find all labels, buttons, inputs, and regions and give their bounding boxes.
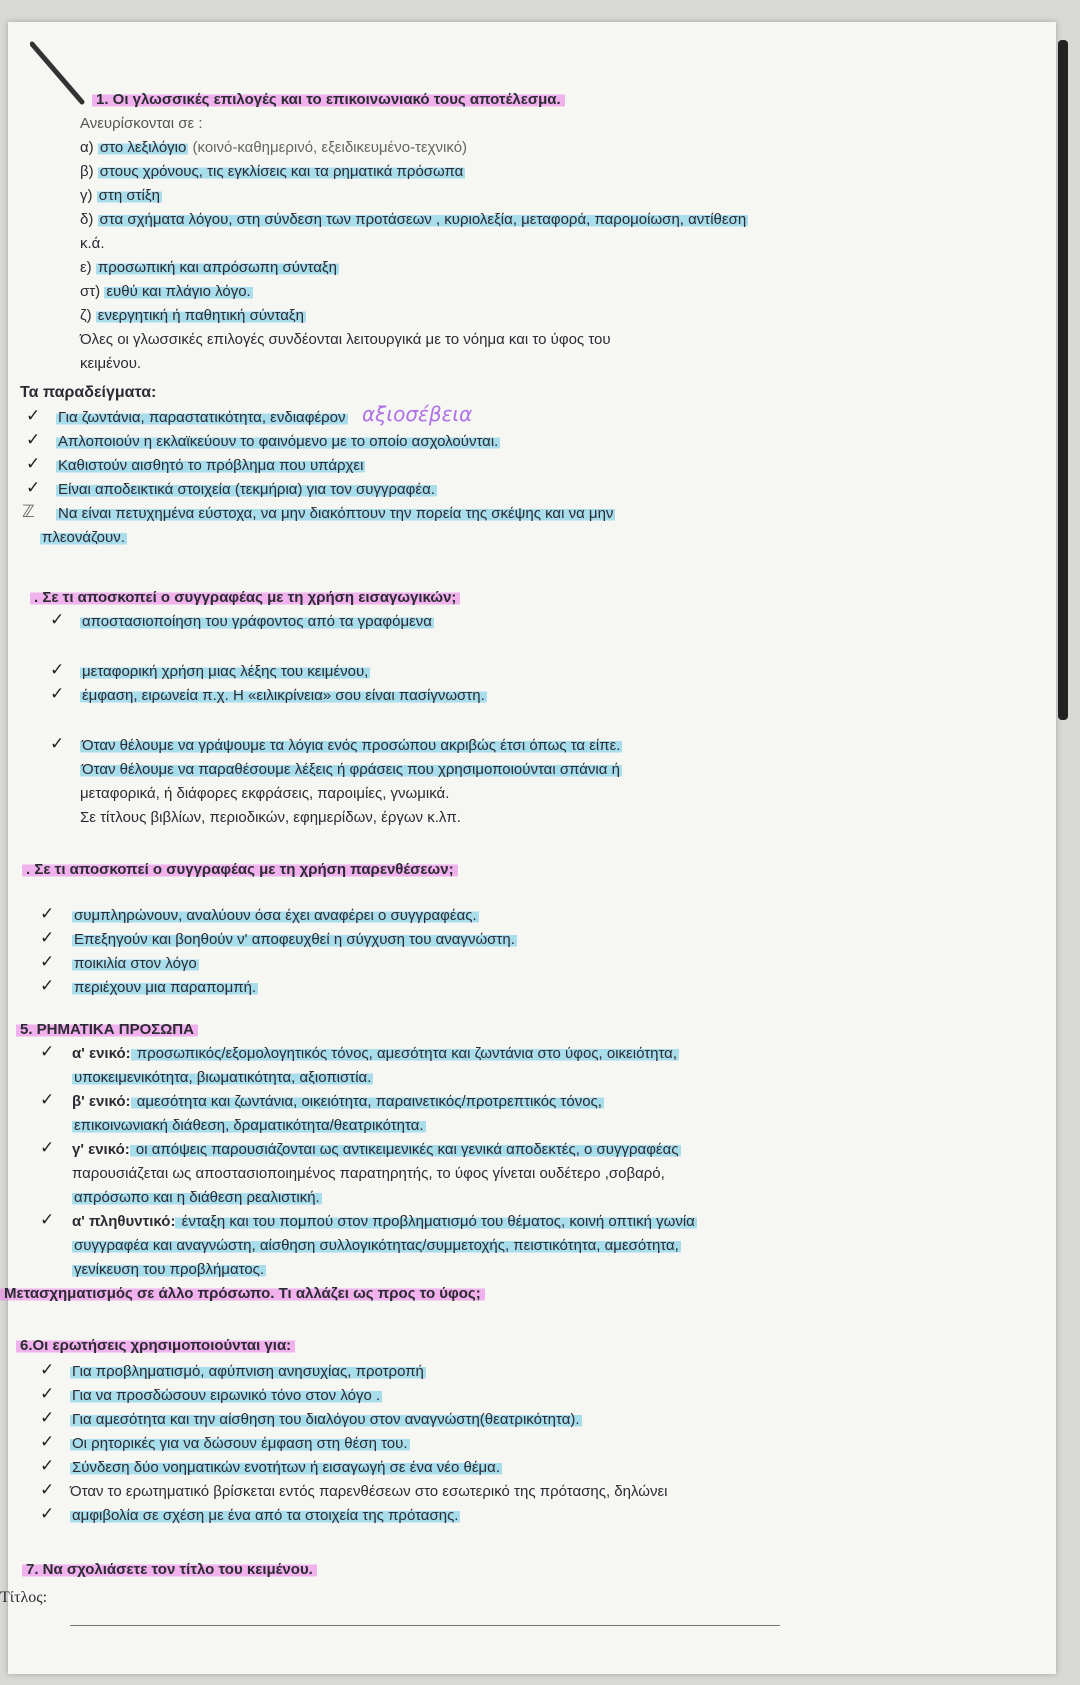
quotes-item-6: μεταφορικά, ή διάφορες εκφράσεις, παροιμίες, γνωμικά. bbox=[80, 785, 450, 802]
quotes-item-2: μεταφορική χρήση μιας λέξης του κειμένου, bbox=[82, 663, 369, 680]
parentheses-title: . Σε τι αποσκοπεί ο συγγραφέας με τη χρήση παρενθέσεων; bbox=[22, 860, 458, 880]
section1-closing-2: κειμένου. bbox=[80, 355, 142, 372]
persons-line-2: υποκειμενικότητα, βιωματικότητα, αξιοπιστία. bbox=[74, 1069, 372, 1086]
section1-item-z: ζ) ενεργητική ή παθητική σύνταξη bbox=[80, 307, 304, 324]
section1-item-a: α) στο λεξιλόγιο (κοινό-καθημερινό, εξειδικευμένο-τεχνικό) bbox=[80, 139, 468, 156]
checkmark-icon: ✓ bbox=[40, 1456, 55, 1475]
checkmark-icon: ✓ bbox=[40, 1042, 55, 1061]
checkmark-icon: ✓ bbox=[40, 1504, 55, 1523]
answer-line[interactable] bbox=[70, 1625, 780, 1626]
persons-line-8: α' πληθυντικό: ένταξη και του πομπού στον προβληματισμό του θέματος, κοινή οπτική γωνία bbox=[72, 1213, 695, 1230]
questions-item-3: Για αμεσότητα και την αίσθηση του διαλόγου στον αναγνώστη(θεατρικότητα). bbox=[72, 1411, 580, 1428]
handwritten-note: αξιοσέβεια bbox=[362, 402, 473, 426]
checkmark-icon: ✓ bbox=[40, 1138, 55, 1157]
persons-title: 5. ΡΗΜΑΤΙΚΑ ΠΡΟΣΩΠΑ bbox=[16, 1020, 198, 1040]
examples-item-5: Να είναι πετυχημένα εύστοχα, να μην διακόπτουν την πορεία της σκέψης και να μην bbox=[58, 505, 614, 522]
checkmark-icon: ✓ bbox=[50, 734, 65, 753]
checkmark-icon: ✓ bbox=[40, 1384, 55, 1403]
persons-line-3: β' ενικό: αμεσότητα και ζωντάνια, οικειότητα, παραινετικός/προτρεπτικός τόνος, bbox=[72, 1093, 602, 1110]
parentheses-item-3: ποικιλία στον λόγο bbox=[74, 955, 197, 972]
examples-item-1: Για ζωντάνια, παραστατικότητα, ενδιαφέρον bbox=[58, 409, 346, 426]
questions-item-5: Σύνδεση δύο νοηματικών ενοτήτων ή εισαγωγή σε ένα νέο θέμα. bbox=[72, 1459, 500, 1476]
persons-line-4: επικοινωνιακή διάθεση, δραματικότητα/θεατρικότητα. bbox=[74, 1117, 424, 1134]
checkmark-icon: ✓ bbox=[40, 1408, 55, 1427]
persons-line-1: α' ενικό: προσωπικός/εξομολογητικός τόνος, αμεσότητα και ζωντάνια στο ύφος, οικειότητα, bbox=[72, 1045, 678, 1062]
quotes-title: . Σε τι αποσκοπεί ο συγγραφέας με τη χρήση εισαγωγικών; bbox=[30, 588, 460, 608]
quotes-item-3: έμφαση, ειρωνεία π.χ. Η «ειλικρίνεια» σου είναι πασίγνωστη. bbox=[82, 687, 485, 704]
checkmark-icon: ✓ bbox=[40, 1480, 55, 1499]
section1-title-text: 1. Οι γλωσσικές επιλογές και το επικοινωνιακό τους αποτέλεσμα. bbox=[92, 91, 565, 108]
examples-title: Τα παραδείγματα: bbox=[20, 384, 157, 401]
persons-line-9: συγγραφέα και αναγνώστη, αίσθηση συλλογικότητας/συμμετοχής, πειστικότητα, αμεσότητα, bbox=[74, 1237, 679, 1254]
quotes-item-7: Σε τίτλους βιβλίων, περιοδικών, εφημερίδων, έργων κ.λπ. bbox=[80, 809, 461, 826]
scribble-icon: ℤ bbox=[22, 502, 35, 521]
examples-item-2: Απλοποιούν η εκλαϊκεύουν το φαινόμενο με το οποίο ασχολούνται. bbox=[58, 433, 499, 450]
checkmark-icon: ✓ bbox=[40, 1210, 55, 1229]
checkmark-icon: ✓ bbox=[40, 1360, 55, 1379]
quotes-item-1: αποστασιοποίηση του γράφοντος από τα γραφόμενα bbox=[82, 613, 432, 630]
questions-item-6: Όταν το ερωτηματικό βρίσκεται εντός παρενθέσεων στο εσωτερικό της πρότασης, δηλώνει bbox=[70, 1483, 668, 1500]
parentheses-item-1: συμπληρώνουν, αναλύουν όσα έχει αναφέρει ο συγγραφέας. bbox=[74, 907, 477, 924]
checkmark-icon: ✓ bbox=[40, 1090, 55, 1109]
checkmark-icon: ✓ bbox=[26, 478, 41, 497]
questions-item-4: Οι ρητορικές για να δώσουν έμφαση στη θέση του. bbox=[72, 1435, 408, 1452]
title-section-heading: 7. Να σχολιάσετε τον τίτλο του κειμένου. bbox=[22, 1560, 317, 1580]
questions-title: 6.Οι ερωτήσεις χρησιμοποιούνται για: bbox=[16, 1336, 295, 1356]
quotes-item-4: Όταν θέλουμε να γράψουμε τα λόγια ενός προσώπου ακριβώς έτσι όπως τα είπε. bbox=[82, 737, 621, 754]
section1-closing-1: Όλες οι γλωσσικές επιλογές συνδέονται λειτουργικά με το νόημα και το ύφος του bbox=[80, 331, 611, 348]
checkmark-icon: ✓ bbox=[50, 610, 65, 629]
parentheses-item-2: Επεξηγούν και βοηθούν ν' αποφευχθεί η σύγχυση του αναγνώστη. bbox=[74, 931, 515, 948]
persons-line-5: γ' ενικό: οι απόψεις παρουσιάζονται ως αντικειμενικές και γενικά αποδεκτές, ο συγγραφέας bbox=[72, 1141, 679, 1158]
checkmark-icon: ✓ bbox=[40, 976, 55, 995]
quotes-item-5: Όταν θέλουμε να παραθέσουμε λέξεις ή φράσεις που χρησιμοποιούνται σπάνια ή bbox=[82, 761, 620, 778]
section1-intro: Ανευρίσκονται σε : bbox=[80, 115, 203, 132]
examples-item-3: Καθιστούν αισθητό το πρόβλημα που υπάρχει bbox=[58, 457, 364, 474]
examples-item-4: Είναι αποδεικτικά στοιχεία (τεκμήρια) για τον συγγραφέα. bbox=[58, 481, 435, 498]
section1-item-b: β) στους χρόνους, τις εγκλίσεις και τα ρηματικά πρόσωπα bbox=[80, 163, 464, 180]
checkmark-icon: ✓ bbox=[40, 952, 55, 971]
parentheses-item-4: περιέχουν μια παραπομπή. bbox=[74, 979, 257, 996]
section1-title bbox=[92, 90, 565, 110]
section1-item-c: γ) στη στίξη bbox=[80, 187, 160, 204]
examples-item-5-cont: πλεονάζουν. bbox=[42, 529, 125, 546]
checkmark-icon: ✓ bbox=[40, 904, 55, 923]
section1-item-st: στ) ευθύ και πλάγιο λόγο. bbox=[80, 283, 251, 300]
pen-stroke-icon bbox=[30, 40, 90, 110]
questions-item-1: Για προβληματισμό, αφύπνιση ανησυχίας, προτροπή bbox=[72, 1363, 424, 1380]
checkmark-icon: ✓ bbox=[50, 660, 65, 679]
checkmark-icon: ✓ bbox=[40, 928, 55, 947]
checkmark-icon: ✓ bbox=[50, 684, 65, 703]
questions-item-7: αμφιβολία σε σχέση με ένα από τα στοιχεία της πρότασης. bbox=[72, 1507, 459, 1524]
section1-item-d: δ) στα σχήματα λόγου, στη σύνδεση των προτάσεων , κυριολεξία, μεταφορά, παρομοίωση, αντίθεση bbox=[80, 211, 747, 228]
questions-item-2: Για να προσδώσουν ειρωνικό τόνο στον λόγο . bbox=[72, 1387, 381, 1404]
checkmark-icon: ✓ bbox=[26, 430, 41, 449]
persons-line-7: απρόσωπο και η διάθεση ρεαλιστική. bbox=[74, 1189, 320, 1206]
section1-item-e: ε) προσωπική και απρόσωπη σύνταξη bbox=[80, 259, 337, 276]
title-label: Τίτλος: bbox=[0, 1589, 48, 1606]
persons-line-6: παρουσιάζεται ως αποστασιοποιημένος παρατηρητής, το ύφος γίνεται ουδέτερο ,σοβαρό, bbox=[72, 1165, 665, 1182]
persons-line-10: γενίκευση του προβλήματος. bbox=[74, 1261, 265, 1278]
section1-item-d-cont: κ.ά. bbox=[80, 235, 105, 252]
checkmark-icon: ✓ bbox=[26, 406, 41, 425]
checkmark-icon: ✓ bbox=[26, 454, 41, 473]
checkmark-icon: ✓ bbox=[40, 1432, 55, 1451]
persons-transform: Μετασχηματισμός σε άλλο πρόσωπο. Τι αλλάζει ως προς το ύφος; bbox=[0, 1284, 485, 1304]
scrollbar[interactable] bbox=[1058, 40, 1068, 720]
